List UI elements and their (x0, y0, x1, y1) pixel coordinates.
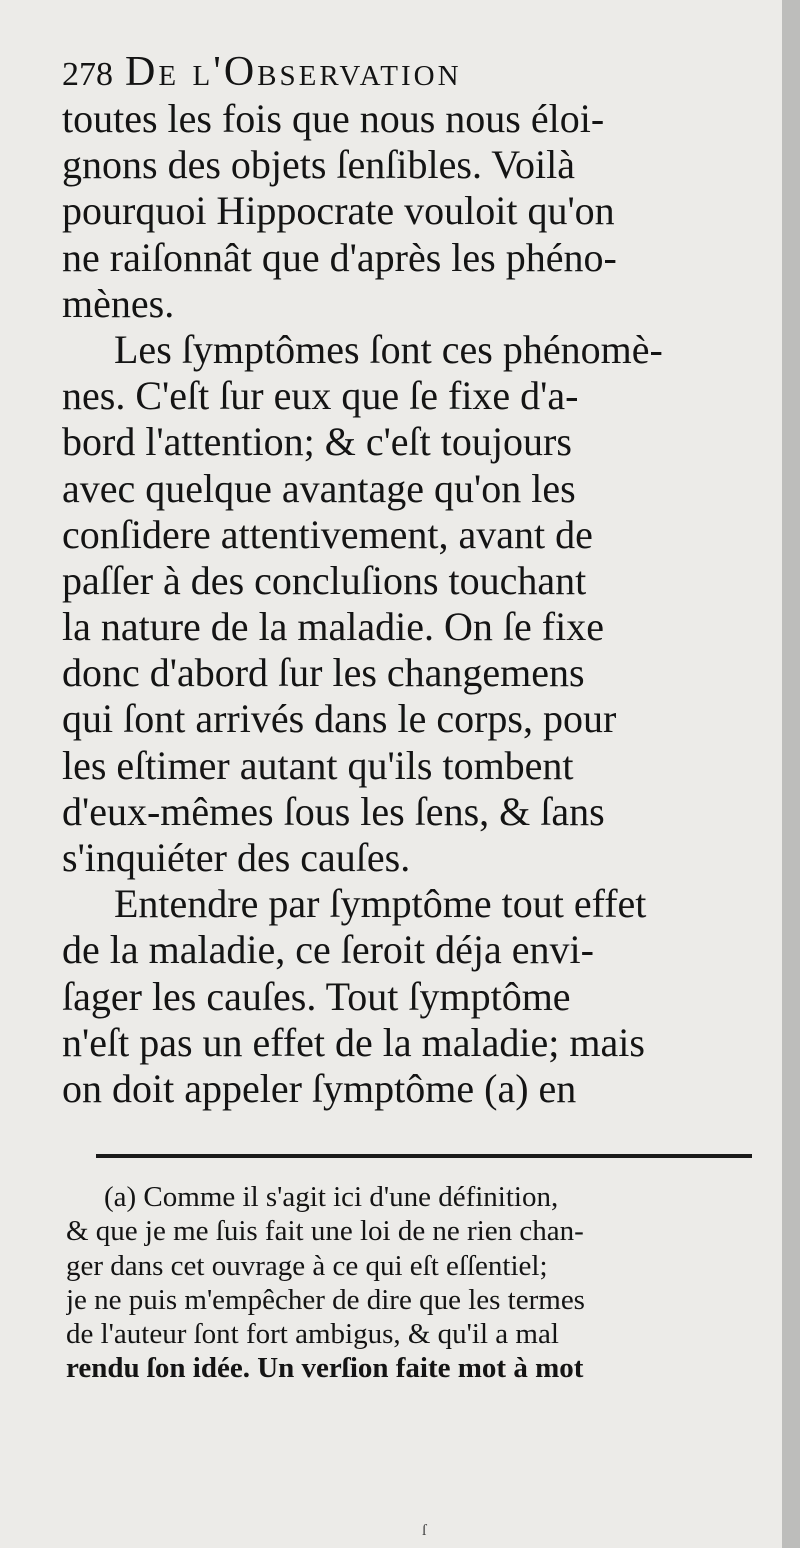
text-line: d'eux-mêmes ſous les ſens, & ſans (62, 788, 605, 834)
signature-mark: ſ (422, 1522, 427, 1539)
text-line: paſſer à des concluſions touchant (62, 557, 587, 603)
page-edge (782, 0, 800, 1548)
text-line: mènes. (62, 280, 175, 326)
text-line: les eſtimer autant qu'ils tombent (62, 742, 574, 788)
text-line: s'inquiéter des cauſes. (62, 835, 411, 880)
text-line: Entendre par ſymptôme tout effet (114, 881, 647, 927)
text-line: on doit appeler ſymptôme (a) en (62, 1065, 577, 1111)
footnote-separator-rule (96, 1154, 752, 1158)
footnote-line: de l'auteur ſont fort ambigus, & qu'il a mal (66, 1318, 559, 1351)
text-line: ne raiſonnât que d'après les phéno- (62, 234, 617, 280)
text-line: donc d'abord ſur les changemens (62, 650, 585, 696)
text-line: Les ſymptômes ſont ces phénomè- (114, 326, 663, 372)
text-line: la nature de la maladie. On ſe fixe (62, 604, 604, 650)
text-line: conſidere attentivement, avant de (62, 511, 593, 557)
text-line: gnons des objets ſenſibles. Voilà (62, 142, 575, 188)
text-line: pourquoi Hippocrate vouloit qu'on (62, 188, 615, 234)
text-line: toutes les fois que nous nous éloi- (62, 96, 605, 141)
text-line: bord l'attention; & c'eſt toujours (62, 419, 572, 465)
text-line: nes. C'eſt ſur eux que ſe fixe d'a- (62, 373, 579, 419)
text-line: ſager les cauſes. Tout ſymptôme (62, 973, 571, 1019)
text-line: de la maladie, ce ſeroit déja envi- (62, 927, 594, 973)
page-number: 278 (62, 56, 113, 93)
text-line: n'eſt pas un effet de la maladie; mais (62, 1019, 645, 1065)
text-line: qui ſont arrivés dans le corps, pour (62, 696, 617, 742)
running-head-title: De l'Observation (125, 49, 462, 95)
main-text (62, 96, 742, 1112)
footnote-line: (a) Comme il s'agit ici d'une définition, (104, 1181, 559, 1213)
footnote-line: ger dans cet ouvrage à ce qui eſt eſſentiel; (66, 1249, 548, 1282)
text-line: avec quelque avantage qu'on les (62, 465, 576, 511)
running-header (62, 44, 742, 100)
footnote-line: rendu ſon idée. Un verſion faite mot à mot (66, 1352, 584, 1385)
footnote (66, 1180, 752, 1386)
footnote-line: je ne puis m'empêcher de dire que les termes (66, 1283, 585, 1316)
footnote-line: & que je me ſuis fait une loi de ne rien chan- (66, 1215, 584, 1248)
